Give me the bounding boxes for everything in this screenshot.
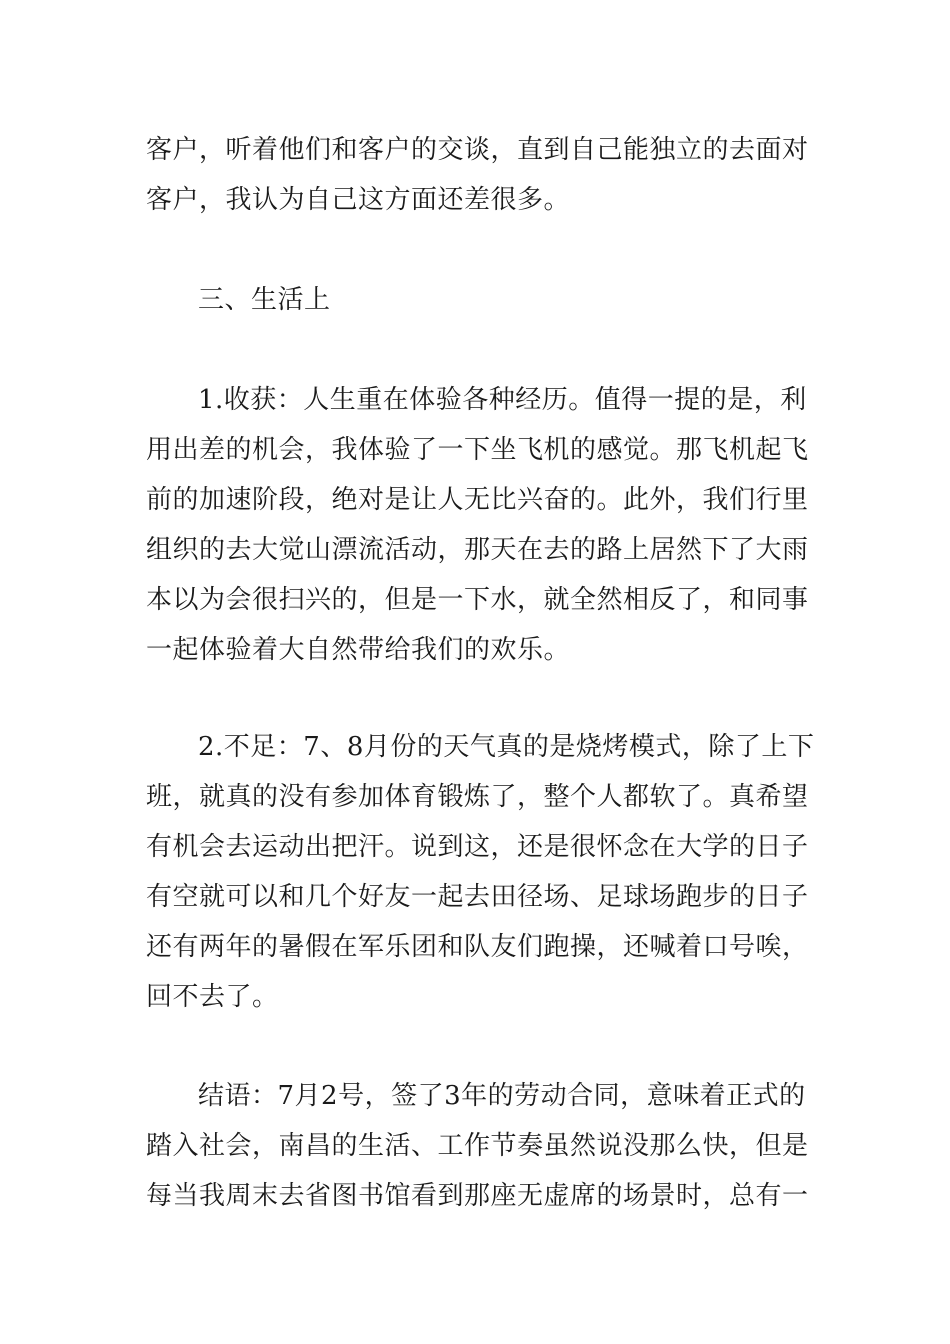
text-line: 班，就真的没有参加体育锻炼了，整个人都软了。真希望 xyxy=(146,782,809,812)
text-line: 有空就可以和几个好友一起去田径场、足球场跑步的日子 xyxy=(146,882,809,912)
text-line: 2.不足：7、8月份的天气真的是烧烤模式，除了上下 xyxy=(198,732,815,762)
text-line: 用出差的机会，我体验了一下坐飞机的感觉。那飞机起飞 xyxy=(146,435,809,465)
text-line: 踏入社会，南昌的生活、工作节奏虽然说没那么快，但是 xyxy=(146,1131,809,1161)
text-line: 回不去了。 xyxy=(146,982,279,1012)
text-line: 结语：7月2号，签了3年的劳动合同，意味着正式的 xyxy=(198,1081,806,1111)
paragraph-client-communication xyxy=(146,125,810,225)
section-heading: 三、生活上 xyxy=(198,285,331,315)
paragraph-shortcomings xyxy=(146,722,815,1022)
section-heading-life xyxy=(146,275,810,325)
text-line: 组织的去大觉山漂流活动，那天在去的路上居然下了大雨 xyxy=(146,535,809,565)
text-line: 每当我周末去省图书馆看到那座无虚席的场景时，总有一 xyxy=(146,1181,809,1211)
paragraph-conclusion xyxy=(146,1071,810,1221)
paragraph-gains xyxy=(146,375,810,675)
text-line: 客户，我认为自己这方面还差很多。 xyxy=(146,185,571,215)
text-line: 客户，听着他们和客户的交谈，直到自己能独立的去面对 xyxy=(146,135,809,165)
text-line: 还有两年的暑假在军乐团和队友们跑操，还喊着口号唉， xyxy=(146,932,809,962)
text-line: 本以为会很扫兴的，但是一下水，就全然相反了，和同事 xyxy=(146,585,809,615)
text-line: 有机会去运动出把汗。说到这，还是很怀念在大学的日子 xyxy=(146,832,809,862)
text-line: 1.收获：人生重在体验各种经历。值得一提的是，利 xyxy=(198,385,807,415)
text-line: 前的加速阶段，绝对是让人无比兴奋的。此外，我们行里 xyxy=(146,485,809,515)
text-line: 一起体验着大自然带给我们的欢乐。 xyxy=(146,635,571,665)
